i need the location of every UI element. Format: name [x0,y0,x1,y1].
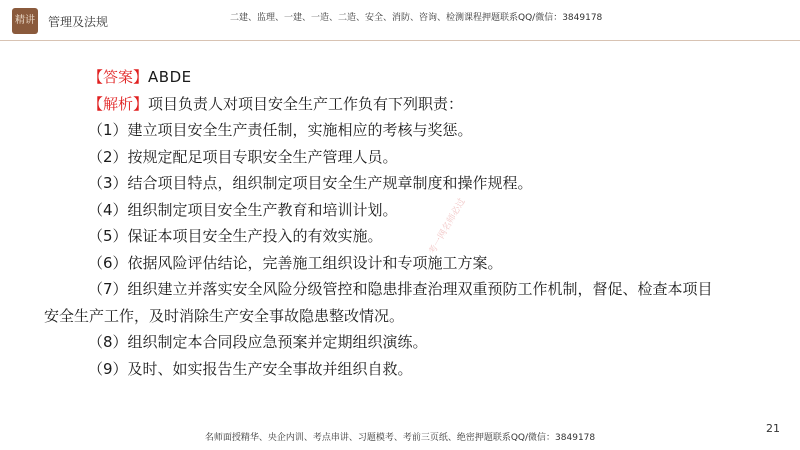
answer-line [44,64,764,91]
footer-banner: 名师面授精华、央企内训、考点串讲、习题模考、考前三页纸、绝密押题联系QQ/微信：3849178 [204,433,596,443]
header-divider [0,40,800,41]
analysis-line [44,91,764,118]
list-item-continuation: 安全生产工作，及时消除生产安全事故隐患整改情况。 [44,306,405,325]
analysis-intro: 项目负责人对项目安全生产工作负有下列职责： [148,94,464,113]
watermark: 考一网名师必过 [427,196,468,257]
content [44,64,764,382]
list-item: （9）及时、如实报告生产安全事故并组织自救。 [88,359,413,378]
list-item: （4）组织制定项目安全生产教育和培训计划。 [88,200,398,219]
subject-title: 管理及法规 [48,15,109,29]
list-item: （3）结合项目特点，组织制定项目安全生产规章制度和操作规程。 [88,174,533,192]
analysis-tag: 【解析】 [88,94,149,113]
list-item: （7）组织建立并落实安全风险分级管控和隐患排查治理双重预防工作机制，督促、检查本项目 [88,280,713,298]
top-banner: 二建、监理、一建、一造、二造、安全、消防、咨询、检测课程押题联系QQ/微信：3849178 [230,13,603,23]
list-item: （2）按规定配足项目专职安全生产管理人员。 [88,147,398,166]
list-item: （1）建立项目安全生产责任制，实施相应的考核与奖惩。 [88,121,473,139]
logo: 精讲 [12,8,38,34]
page-number: 21 [766,422,780,435]
list-item: （8）组织制定本合同段应急预案并定期组织演练。 [88,333,428,351]
list-item: （6）依据风险评估结论，完善施工组织设计和专项施工方案。 [88,253,503,272]
header [0,0,800,40]
answer-tag: 【答案】 [88,68,149,86]
answer-value: ABDE [148,68,192,86]
list-item: （5）保证本项目安全生产投入的有效实施。 [88,227,383,245]
